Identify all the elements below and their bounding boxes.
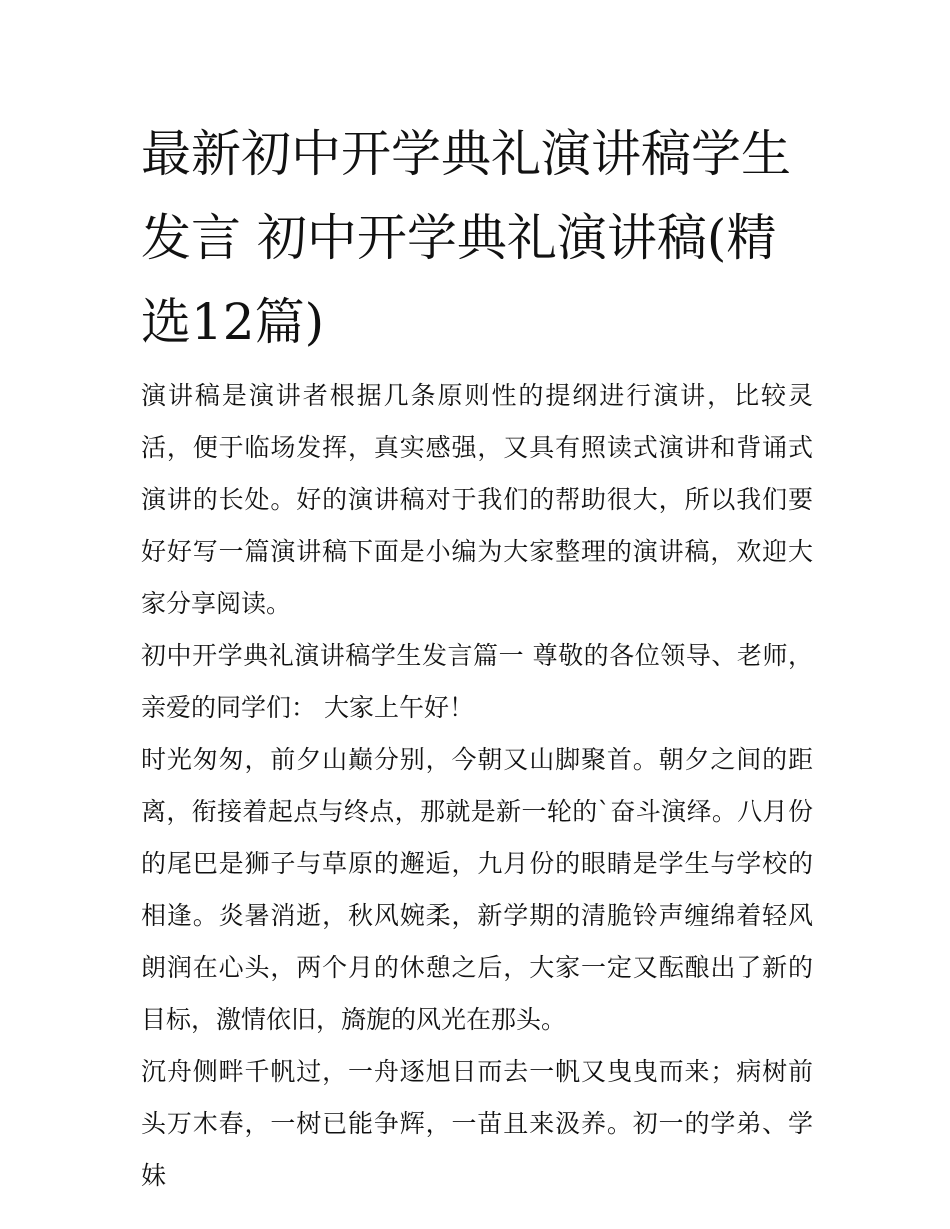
document-page [141, 112, 813, 1202]
document-title: 最新初中开学典礼演讲稿学生发言 初中开学典礼演讲稿(精选12篇) [141, 125, 791, 351]
paragraph-sail: 沉舟侧畔千帆过，一舟逐旭日而去一帆又曳曳而来；病树前头万木春，一树已能争辉，一苗且来汲养。初一的学弟、学妹 [141, 1057, 813, 1190]
paragraph-time: 时光匆匆，前夕山巅分别，今朝又山脚聚首。朝夕之间的距离，衔接着起点与终点，那就是新一轮的`奋斗演绎。八月份的尾巴是狮子与草原的邂逅，九月份的眼睛是学生与学校的相逢。炎暑消逝，秋风婉柔，新学期的清脆铃声缠绵着轻风朗润在心头，两个月的休憩之后，大家一定又酝酿出了新的目标，激情依旧，旖旎的风光在那头。 [141, 745, 813, 1034]
paragraph-greeting: 初中开学典礼演讲稿学生发言篇一 尊敬的各位领导、老师，亲爱的同学们： 大家上午好！ [141, 641, 813, 722]
paragraph-intro: 演讲稿是演讲者根据几条原则性的提纲进行演讲，比较灵活，便于临场发挥，真实感强，又具有照读式演讲和背诵式演讲的长处。好的演讲稿对于我们的帮助很大，所以我们要好好写一篇演讲稿下面是小编为大家整理的演讲稿，欢迎大家分享阅读。 [141, 381, 813, 618]
